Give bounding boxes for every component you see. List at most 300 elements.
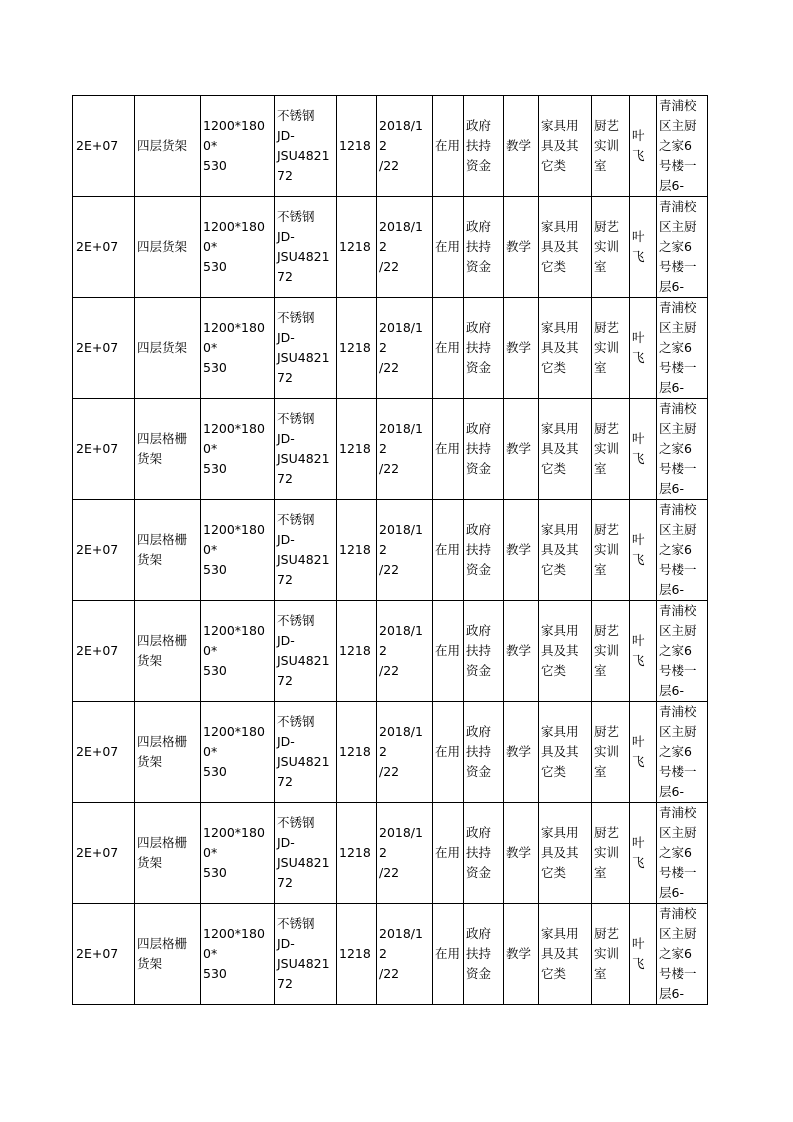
cell-line: 不锈钢 [277, 411, 315, 426]
cell-line: JD- [277, 936, 295, 951]
keeper-cell [630, 197, 657, 298]
cell-line: 青浦校 [659, 502, 697, 517]
cell-line: 家具用 [541, 421, 579, 436]
cell-line: 之家6 [659, 643, 692, 658]
cell-line: 号楼一 [659, 663, 697, 678]
spec-cell [201, 298, 275, 399]
cell-line: 飞 [632, 249, 645, 264]
cell-line: 2018/12 [379, 926, 423, 961]
asset-id-cell: 2E+07 [73, 500, 135, 601]
price-cell: 1218 [337, 601, 377, 702]
cell-line: 72 [277, 168, 293, 183]
cell-line: 号楼一 [659, 360, 697, 375]
department-cell [592, 96, 630, 197]
cell-line: 不锈钢 [277, 613, 315, 628]
date-cell [377, 904, 433, 1005]
cell-line: 飞 [632, 451, 645, 466]
cell-line: 货架 [137, 855, 163, 870]
cell-line: 四层格栅 [137, 532, 188, 547]
model-cell [275, 601, 337, 702]
cell-line: 资金 [466, 360, 492, 375]
cell-line: 72 [277, 370, 293, 385]
cell-line: 72 [277, 269, 293, 284]
location-cell [657, 96, 708, 197]
cell-line: 厨艺 [594, 421, 620, 436]
table-row [73, 803, 708, 904]
cell-line: 资金 [466, 865, 492, 880]
cell-line: JSU4821 [277, 249, 330, 264]
asset-name-cell [135, 298, 201, 399]
cell-line: 政府 [466, 219, 492, 234]
cell-line: 之家6 [659, 138, 692, 153]
cell-line: 实训 [594, 643, 620, 658]
asset-id-cell: 2E+07 [73, 298, 135, 399]
model-cell [275, 803, 337, 904]
cell-line: 号楼一 [659, 158, 697, 173]
cell-line: 之家6 [659, 441, 692, 456]
cell-line: 它类 [541, 663, 567, 678]
purpose-cell: 教学 [504, 803, 539, 904]
cell-line: 实训 [594, 340, 620, 355]
cell-line: JSU4821 [277, 653, 330, 668]
cell-line: 不锈钢 [277, 512, 315, 527]
cell-line: 号楼一 [659, 562, 697, 577]
purpose-cell: 教学 [504, 500, 539, 601]
status-cell: 在用 [433, 96, 464, 197]
cell-line: 厨艺 [594, 522, 620, 537]
funding-source-cell [464, 96, 504, 197]
status-cell: 在用 [433, 904, 464, 1005]
cell-line: 政府 [466, 724, 492, 739]
cell-line: 叶 [632, 532, 645, 547]
cell-line: 叶 [632, 936, 645, 951]
cell-line: 青浦校 [659, 805, 697, 820]
cell-line: 层6- [659, 986, 684, 1001]
cell-line: JD- [277, 835, 295, 850]
location-cell [657, 500, 708, 601]
cell-line: 叶 [632, 431, 645, 446]
cell-line: 家具用 [541, 623, 579, 638]
cell-line: 1200*1800* [203, 825, 265, 860]
cell-line: 四层格栅 [137, 633, 188, 648]
cell-line: 区主厨 [659, 623, 697, 638]
cell-line: 层6- [659, 683, 684, 698]
cell-line: 飞 [632, 855, 645, 870]
keeper-cell [630, 601, 657, 702]
cell-line: 区主厨 [659, 320, 697, 335]
cell-line: 厨艺 [594, 926, 620, 941]
cell-line: 实训 [594, 845, 620, 860]
cell-line: 层6- [659, 885, 684, 900]
cell-line: 室 [594, 158, 607, 173]
date-cell [377, 500, 433, 601]
funding-source-cell [464, 702, 504, 803]
cell-line: JSU4821 [277, 350, 330, 365]
purpose-cell: 教学 [504, 601, 539, 702]
keeper-cell [630, 803, 657, 904]
cell-line: 四层货架 [137, 340, 188, 355]
keeper-cell [630, 96, 657, 197]
cell-line: 不锈钢 [277, 310, 315, 325]
model-cell [275, 702, 337, 803]
cell-line: 室 [594, 764, 607, 779]
spec-cell [201, 601, 275, 702]
cell-line: 它类 [541, 158, 567, 173]
cell-line: 号楼一 [659, 764, 697, 779]
keeper-cell [630, 500, 657, 601]
cell-line: 青浦校 [659, 906, 697, 921]
purpose-cell: 教学 [504, 399, 539, 500]
cell-line: 号楼一 [659, 865, 697, 880]
department-cell [592, 803, 630, 904]
cell-line: 家具用 [541, 320, 579, 335]
asset-name-cell [135, 96, 201, 197]
department-cell [592, 601, 630, 702]
cell-line: 1200*1800* [203, 118, 265, 153]
cell-line: 厨艺 [594, 724, 620, 739]
cell-line: 72 [277, 471, 293, 486]
purpose-cell: 教学 [504, 197, 539, 298]
status-cell: 在用 [433, 500, 464, 601]
cell-line: 530 [203, 461, 227, 476]
cell-line: JD- [277, 431, 295, 446]
keeper-cell [630, 298, 657, 399]
purpose-cell: 教学 [504, 702, 539, 803]
date-cell [377, 803, 433, 904]
cell-line: 四层格栅 [137, 431, 188, 446]
cell-line: 号楼一 [659, 461, 697, 476]
cell-line: 厨艺 [594, 219, 620, 234]
cell-line: 530 [203, 865, 227, 880]
cell-line: 家具用 [541, 118, 579, 133]
table-row [73, 298, 708, 399]
asset-table-body [73, 96, 708, 1005]
cell-line: 飞 [632, 956, 645, 971]
cell-line: 四层格栅 [137, 734, 188, 749]
spec-cell [201, 197, 275, 298]
cell-line: 号楼一 [659, 966, 697, 981]
cell-line: 之家6 [659, 340, 692, 355]
cell-line: 家具用 [541, 926, 579, 941]
cell-line: JSU4821 [277, 855, 330, 870]
cell-line: 之家6 [659, 845, 692, 860]
cell-line: 青浦校 [659, 401, 697, 416]
cell-line: 青浦校 [659, 704, 697, 719]
cell-line: 具及其 [541, 239, 579, 254]
price-cell: 1218 [337, 500, 377, 601]
cell-line: 具及其 [541, 542, 579, 557]
department-cell [592, 298, 630, 399]
cell-line: 它类 [541, 259, 567, 274]
cell-line: 扶持 [466, 946, 492, 961]
table-row [73, 702, 708, 803]
cell-line: /22 [379, 562, 400, 577]
cell-line: JD- [277, 734, 295, 749]
cell-line: 飞 [632, 148, 645, 163]
cell-line: 货架 [137, 552, 163, 567]
cell-line: 实训 [594, 441, 620, 456]
cell-line: 它类 [541, 764, 567, 779]
cell-line: 1200*1800* [203, 522, 265, 557]
spec-cell [201, 399, 275, 500]
asset-id-cell: 2E+07 [73, 904, 135, 1005]
funding-source-cell [464, 298, 504, 399]
cell-line: 2018/12 [379, 825, 423, 860]
cell-line: 实训 [594, 744, 620, 759]
model-cell [275, 298, 337, 399]
cell-line: 家具用 [541, 825, 579, 840]
price-cell: 1218 [337, 96, 377, 197]
model-cell [275, 197, 337, 298]
cell-line: 它类 [541, 562, 567, 577]
category-cell [539, 702, 592, 803]
cell-line: JSU4821 [277, 956, 330, 971]
cell-line: 叶 [632, 229, 645, 244]
asset-id-cell: 2E+07 [73, 96, 135, 197]
cell-line: 资金 [466, 764, 492, 779]
asset-table [72, 95, 708, 1005]
cell-line: 层6- [659, 784, 684, 799]
asset-name-cell [135, 500, 201, 601]
cell-line: 具及其 [541, 946, 579, 961]
cell-line: 具及其 [541, 441, 579, 456]
price-cell: 1218 [337, 298, 377, 399]
purpose-cell: 教学 [504, 96, 539, 197]
asset-name-cell [135, 601, 201, 702]
category-cell [539, 96, 592, 197]
funding-source-cell [464, 904, 504, 1005]
cell-line: 72 [277, 572, 293, 587]
cell-line: 之家6 [659, 239, 692, 254]
cell-line: 1200*1800* [203, 219, 265, 254]
asset-id-cell: 2E+07 [73, 803, 135, 904]
cell-line: /22 [379, 865, 400, 880]
cell-line: 它类 [541, 966, 567, 981]
cell-line: 层6- [659, 582, 684, 597]
cell-line: 扶持 [466, 542, 492, 557]
cell-line: 区主厨 [659, 926, 697, 941]
cell-line: 政府 [466, 320, 492, 335]
cell-line: 叶 [632, 633, 645, 648]
cell-line: 资金 [466, 158, 492, 173]
cell-line: 区主厨 [659, 724, 697, 739]
cell-line: 530 [203, 966, 227, 981]
cell-line: 厨艺 [594, 825, 620, 840]
department-cell [592, 904, 630, 1005]
spec-cell [201, 803, 275, 904]
cell-line: 具及其 [541, 643, 579, 658]
cell-line: 区主厨 [659, 219, 697, 234]
cell-line: 2018/12 [379, 724, 423, 759]
cell-line: 实训 [594, 138, 620, 153]
cell-line: 家具用 [541, 522, 579, 537]
cell-line: 不锈钢 [277, 815, 315, 830]
location-cell [657, 601, 708, 702]
cell-line: 1200*1800* [203, 623, 265, 658]
cell-line: 叶 [632, 835, 645, 850]
category-cell [539, 904, 592, 1005]
cell-line: 青浦校 [659, 98, 697, 113]
cell-line: 72 [277, 875, 293, 890]
cell-line: 扶持 [466, 138, 492, 153]
keeper-cell [630, 399, 657, 500]
department-cell [592, 500, 630, 601]
cell-line: 四层货架 [137, 138, 188, 153]
table-row [73, 399, 708, 500]
model-cell [275, 500, 337, 601]
table-row [73, 96, 708, 197]
cell-line: 具及其 [541, 340, 579, 355]
category-cell [539, 298, 592, 399]
cell-line: /22 [379, 360, 400, 375]
cell-line: 层6- [659, 279, 684, 294]
cell-line: 1200*1800* [203, 926, 265, 961]
date-cell [377, 96, 433, 197]
asset-id-cell: 2E+07 [73, 197, 135, 298]
category-cell [539, 399, 592, 500]
cell-line: 厨艺 [594, 118, 620, 133]
category-cell [539, 197, 592, 298]
cell-line: 1200*1800* [203, 320, 265, 355]
date-cell [377, 702, 433, 803]
table-row [73, 904, 708, 1005]
spec-cell [201, 904, 275, 1005]
location-cell [657, 298, 708, 399]
cell-line: 扶持 [466, 239, 492, 254]
cell-line: 层6- [659, 178, 684, 193]
cell-line: 具及其 [541, 138, 579, 153]
category-cell [539, 500, 592, 601]
asset-name-cell [135, 803, 201, 904]
asset-name-cell [135, 904, 201, 1005]
cell-line: 货架 [137, 956, 163, 971]
cell-line: 四层货架 [137, 239, 188, 254]
price-cell: 1218 [337, 197, 377, 298]
asset-name-cell [135, 197, 201, 298]
cell-line: 区主厨 [659, 522, 697, 537]
cell-line: 之家6 [659, 946, 692, 961]
model-cell [275, 399, 337, 500]
cell-line: 扶持 [466, 845, 492, 860]
cell-line: 政府 [466, 118, 492, 133]
cell-line: 1200*1800* [203, 724, 265, 759]
asset-id-cell: 2E+07 [73, 702, 135, 803]
model-cell [275, 904, 337, 1005]
cell-line: 资金 [466, 562, 492, 577]
cell-line: 2018/12 [379, 421, 423, 456]
cell-line: 叶 [632, 330, 645, 345]
price-cell: 1218 [337, 702, 377, 803]
price-cell: 1218 [337, 399, 377, 500]
cell-line: 资金 [466, 966, 492, 981]
cell-line: JD- [277, 330, 295, 345]
keeper-cell [630, 904, 657, 1005]
cell-line: /22 [379, 461, 400, 476]
cell-line: 货架 [137, 754, 163, 769]
cell-line: 室 [594, 865, 607, 880]
cell-line: 530 [203, 158, 227, 173]
location-cell [657, 399, 708, 500]
cell-line: JD- [277, 128, 295, 143]
cell-line: 层6- [659, 380, 684, 395]
cell-line: 它类 [541, 865, 567, 880]
cell-line: 2018/12 [379, 522, 423, 557]
department-cell [592, 702, 630, 803]
funding-source-cell [464, 399, 504, 500]
funding-source-cell [464, 803, 504, 904]
cell-line: 扶持 [466, 643, 492, 658]
status-cell: 在用 [433, 702, 464, 803]
cell-line: 家具用 [541, 219, 579, 234]
cell-line: 室 [594, 360, 607, 375]
cell-line: 室 [594, 966, 607, 981]
cell-line: 实训 [594, 239, 620, 254]
cell-line: JSU4821 [277, 148, 330, 163]
cell-line: JD- [277, 633, 295, 648]
cell-line: 不锈钢 [277, 108, 315, 123]
location-cell [657, 803, 708, 904]
cell-line: 飞 [632, 552, 645, 567]
cell-line: 资金 [466, 461, 492, 476]
cell-line: 厨艺 [594, 320, 620, 335]
keeper-cell [630, 702, 657, 803]
cell-line: 不锈钢 [277, 916, 315, 931]
cell-line: 530 [203, 663, 227, 678]
cell-line: 区主厨 [659, 825, 697, 840]
cell-line: 政府 [466, 623, 492, 638]
cell-line: 室 [594, 461, 607, 476]
date-cell [377, 298, 433, 399]
purpose-cell: 教学 [504, 904, 539, 1005]
cell-line: 四层格栅 [137, 835, 188, 850]
status-cell: 在用 [433, 399, 464, 500]
spec-cell [201, 500, 275, 601]
cell-line: 政府 [466, 421, 492, 436]
model-cell [275, 96, 337, 197]
cell-line: 72 [277, 673, 293, 688]
cell-line: 2018/12 [379, 623, 423, 658]
cell-line: 货架 [137, 653, 163, 668]
spec-cell [201, 96, 275, 197]
cell-line: 2018/12 [379, 118, 423, 153]
cell-line: JSU4821 [277, 451, 330, 466]
cell-line: 具及其 [541, 744, 579, 759]
department-cell [592, 197, 630, 298]
cell-line: 政府 [466, 522, 492, 537]
cell-line: /22 [379, 764, 400, 779]
cell-line: 四层格栅 [137, 936, 188, 951]
cell-line: 层6- [659, 481, 684, 496]
funding-source-cell [464, 601, 504, 702]
cell-line: 之家6 [659, 744, 692, 759]
cell-line: 叶 [632, 734, 645, 749]
purpose-cell: 教学 [504, 298, 539, 399]
cell-line: 实训 [594, 542, 620, 557]
funding-source-cell [464, 197, 504, 298]
asset-id-cell: 2E+07 [73, 601, 135, 702]
cell-line: 青浦校 [659, 603, 697, 618]
cell-line: 政府 [466, 825, 492, 840]
cell-line: 飞 [632, 653, 645, 668]
cell-line: 青浦校 [659, 300, 697, 315]
price-cell: 1218 [337, 904, 377, 1005]
cell-line: 530 [203, 259, 227, 274]
cell-line: 72 [277, 976, 293, 991]
cell-line: 青浦校 [659, 199, 697, 214]
cell-line: 政府 [466, 926, 492, 941]
cell-line: JSU4821 [277, 754, 330, 769]
cell-line: 1200*1800* [203, 421, 265, 456]
